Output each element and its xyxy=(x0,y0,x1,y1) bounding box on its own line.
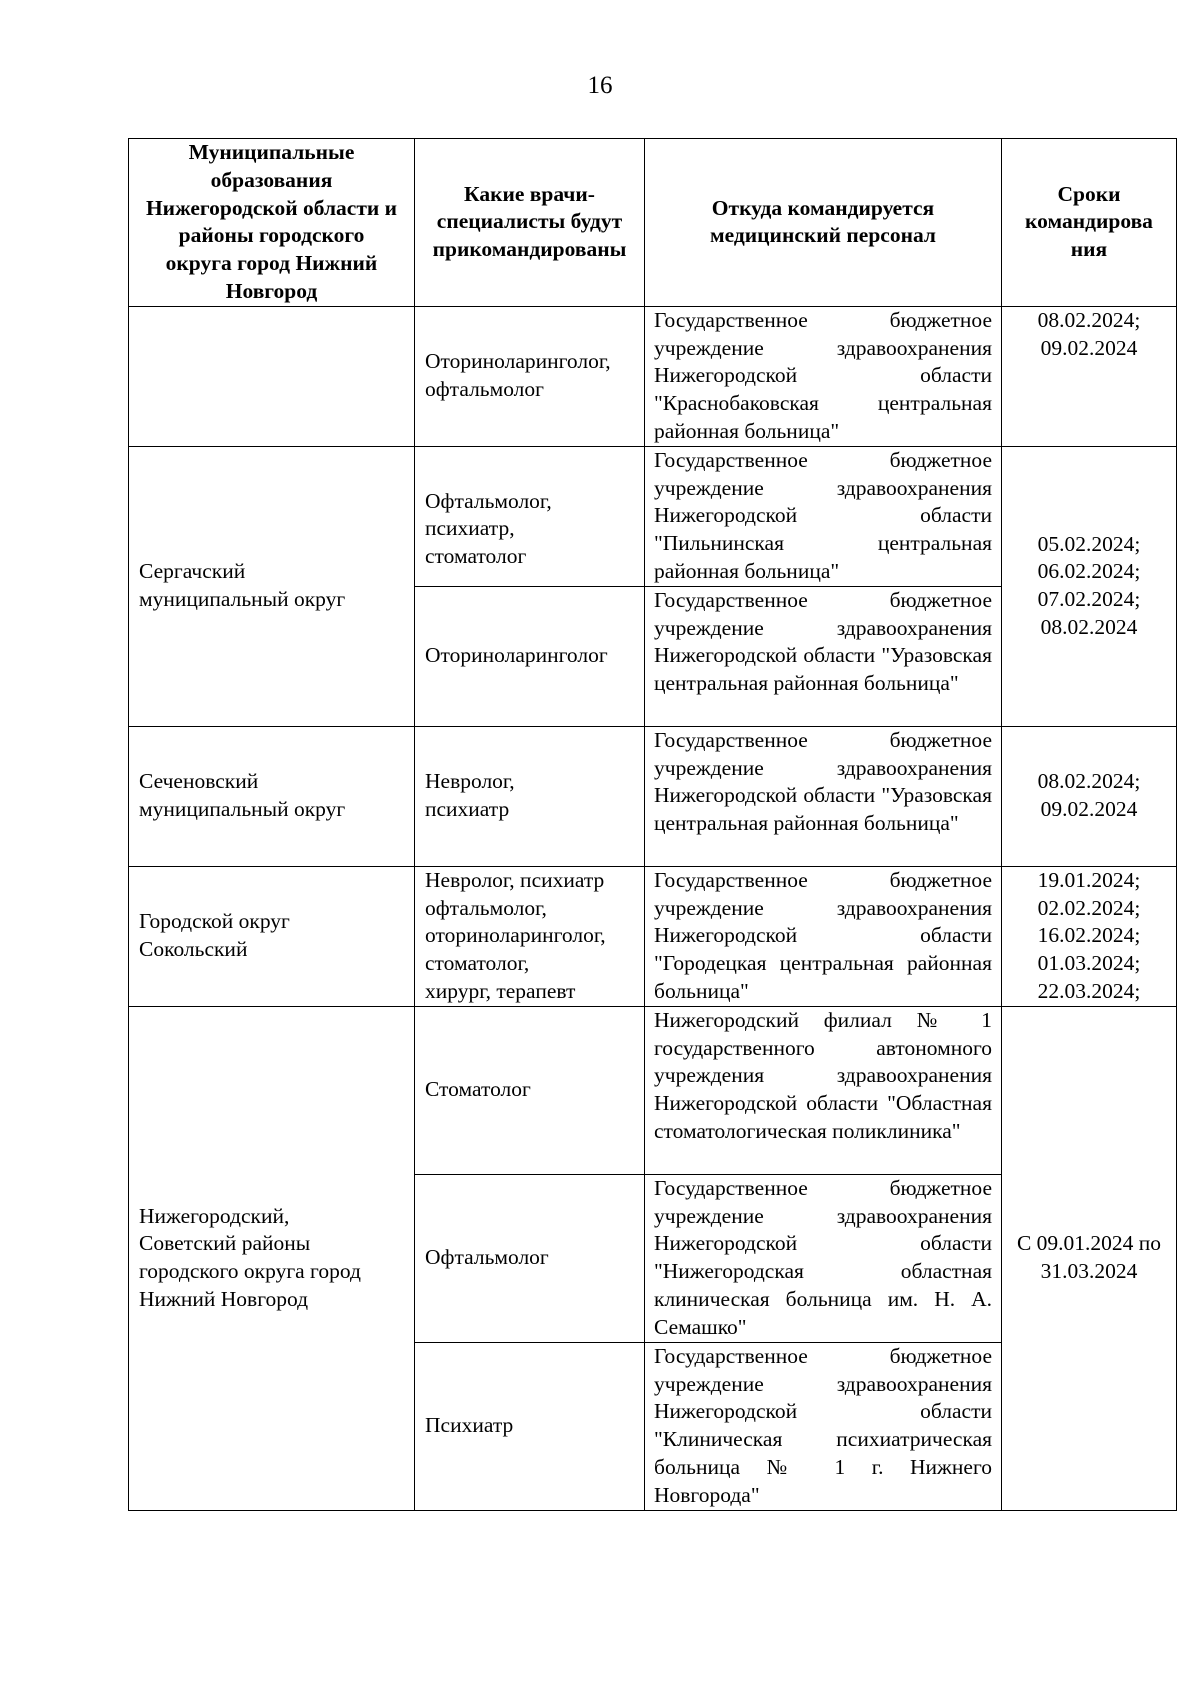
header-specialists: Какие врачи- специалисты будут прикомандированы xyxy=(415,139,645,307)
header-row xyxy=(129,139,1177,307)
table-row xyxy=(129,446,1177,586)
municipality-cell: Нижегородский, Советский районы городского округа город Нижний Новгород xyxy=(129,1006,415,1510)
assignment-table xyxy=(128,138,1177,1511)
dates-cell: 19.01.2024; 02.02.2024; 16.02.2024; 01.03.2024; 22.03.2024; xyxy=(1002,866,1177,1006)
source-cell: Государственное бюджетное учреждение здравоохранения Нижегородской области "Нижегородская областная клиническая больница им. Н. А. Семашко" xyxy=(645,1174,1002,1342)
table-row xyxy=(129,306,1177,446)
municipality-cell: Городской округ Сокольский xyxy=(129,866,415,1006)
municipality-cell: Сеченовский муниципальный округ xyxy=(129,726,415,866)
specialists-cell: Психиатр xyxy=(415,1342,645,1510)
specialists-cell: Оториноларинголог, офтальмолог xyxy=(415,306,645,446)
table-row xyxy=(129,726,1177,866)
specialists-cell: Офтальмолог xyxy=(415,1174,645,1342)
specialists-cell: Стоматолог xyxy=(415,1006,645,1174)
specialists-cell: Оториноларинголог xyxy=(415,586,645,726)
dates-cell: С 09.01.2024 по 31.03.2024 xyxy=(1002,1006,1177,1510)
table-row xyxy=(129,1006,1177,1174)
source-cell: Государственное бюджетное учреждение здравоохранения Нижегородской области "Городецкая центральная районная больница" xyxy=(645,866,1002,1006)
source-cell: Государственное бюджетное учреждение здравоохранения Нижегородской области "Краснобаковская центральная районная больница" xyxy=(645,306,1002,446)
header-dates: Сроки командирова ния xyxy=(1002,139,1177,307)
municipality-cell: Сергачский муниципальный округ xyxy=(129,446,415,726)
municipality-cell xyxy=(129,306,415,446)
source-cell: Нижегородский филиал № 1 государственного автономного учреждения здравоохранения Нижегородской области "Областная стоматологическая поликлиника" xyxy=(645,1006,1002,1174)
specialists-cell: Невролог, психиатр xyxy=(415,726,645,866)
table-row xyxy=(129,866,1177,1006)
page-number: 16 xyxy=(587,72,613,99)
source-cell: Государственное бюджетное учреждение здравоохранения Нижегородской области "Уразовская центральная районная больница" xyxy=(645,726,1002,866)
dates-cell: 05.02.2024; 06.02.2024; 07.02.2024; 08.02.2024 xyxy=(1002,446,1177,726)
header-source: Откуда командируется медицинский персонал xyxy=(645,139,1002,307)
dates-cell: 08.02.2024; 09.02.2024 xyxy=(1002,306,1177,446)
source-cell: Государственное бюджетное учреждение здравоохранения Нижегородской области "Клиническая психиатрическая больница № 1 г. Нижнего Новгорода" xyxy=(645,1342,1002,1510)
source-cell: Государственное бюджетное учреждение здравоохранения Нижегородской области "Уразовская центральная районная больница" xyxy=(645,586,1002,726)
specialists-cell: Офтальмолог, психиатр, стоматолог xyxy=(415,446,645,586)
header-municipality: Муниципальные образования Нижегородской области и районы городского округа город Нижний Новгород xyxy=(129,139,415,307)
specialists-cell: Невролог, психиатр офтальмолог, оториноларинголог, стоматолог, хирург, терапевт xyxy=(415,866,645,1006)
source-cell: Государственное бюджетное учреждение здравоохранения Нижегородской области "Пильнинская центральная районная больница" xyxy=(645,446,1002,586)
dates-cell: 08.02.2024; 09.02.2024 xyxy=(1002,726,1177,866)
